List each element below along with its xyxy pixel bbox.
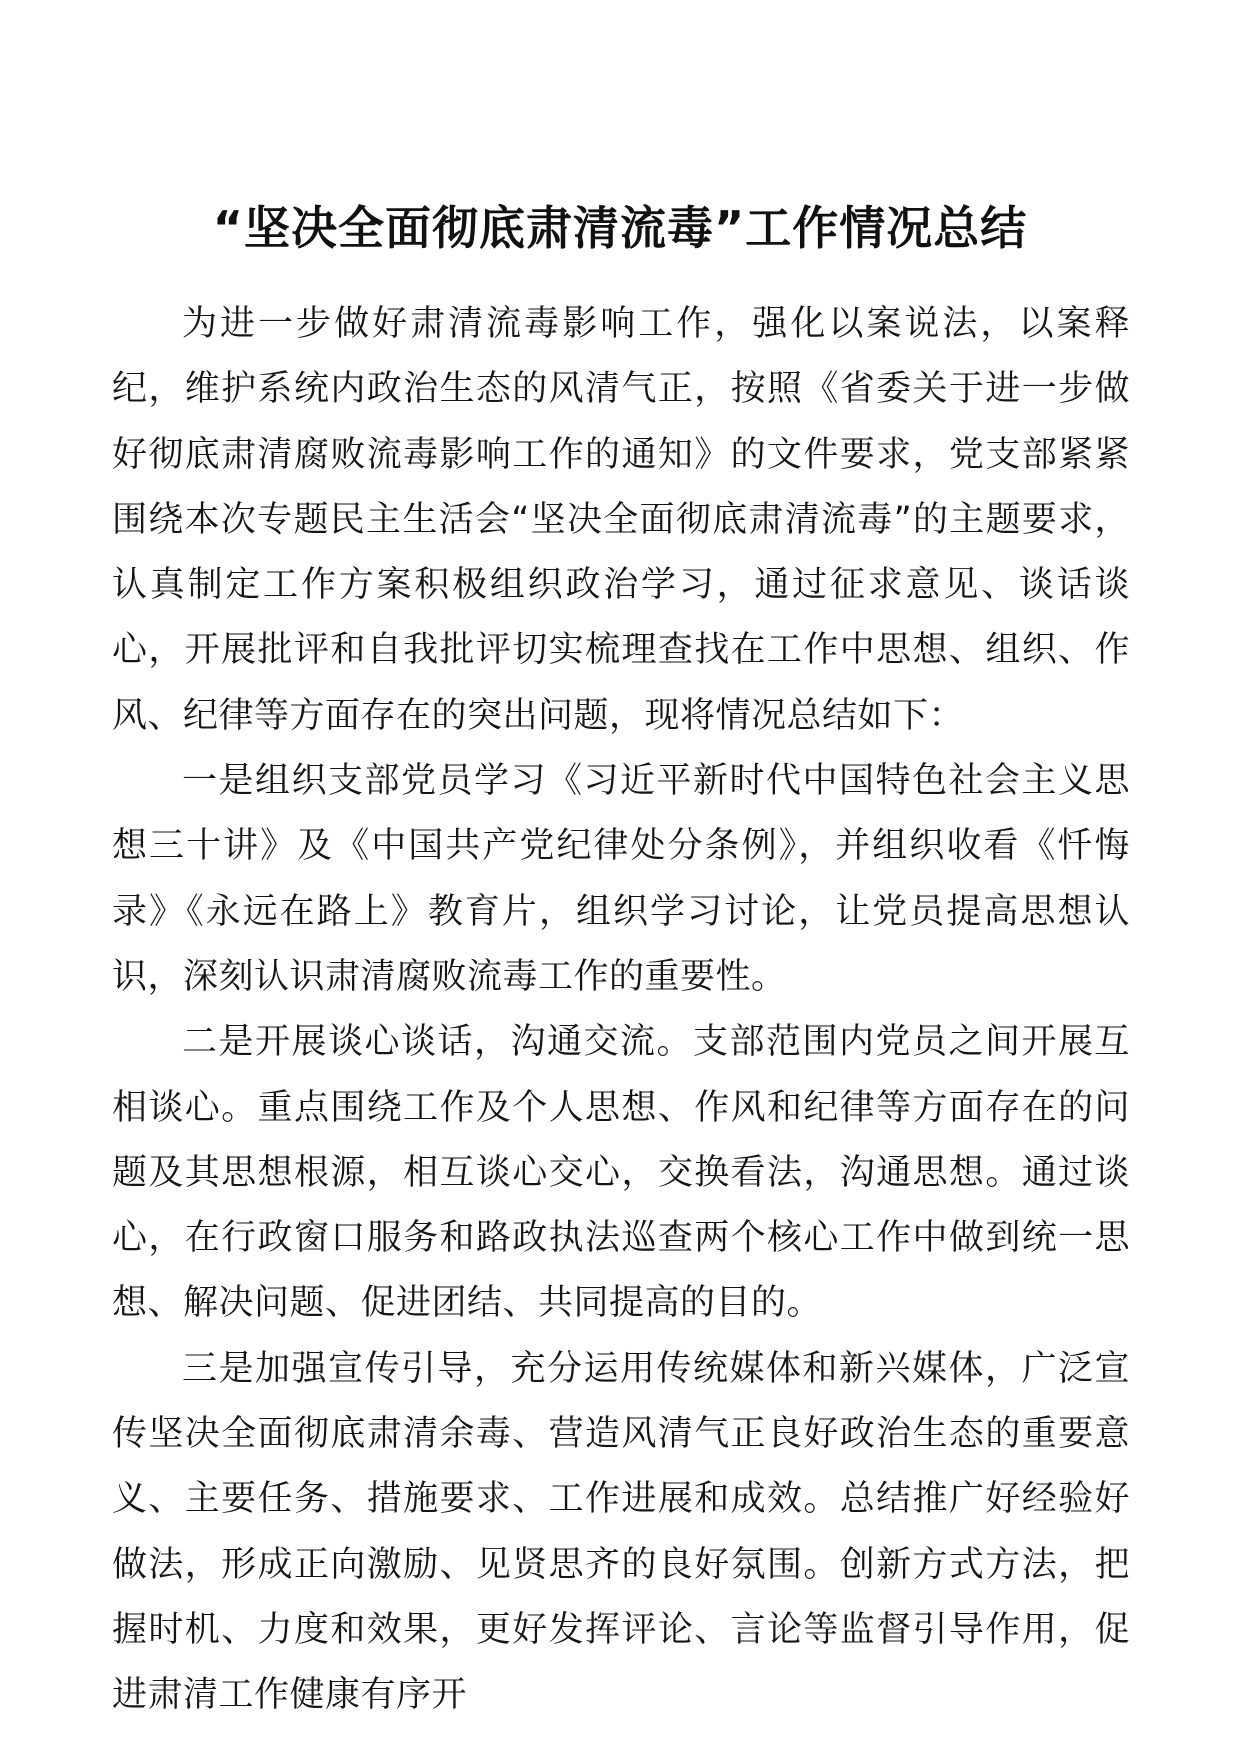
paragraph-talks: 二是开展谈心谈话，沟通交流。支部范围内党员之间开展互相谈心。重点围绕工作及个人思想、作风和纪律等方面存在的问题及其思想根源，相互谈心交心，交换看法，沟通思想。通过谈心，在行政窗口服务和路政执法巡查两个核心工作中做到统一思想、解决问题、促进团结、共同提高的目的。 — [112, 1022, 1130, 1324]
paragraph-publicity: 三是加强宣传引导，充分运用传统媒体和新兴媒体，广泛宣传坚决全面彻底肃清余毒、营造风清气正良好政治生态的重要意义、主要任务、措施要求、工作进展和成效。总结推广好经验好做法，形成正向激励、见贤思齐的良好氛围。创新方式方法，把握时机、力度和效果，更好发挥评论、言论等监督引导作用，促进肃清工作健康有序开 — [112, 1348, 1130, 1716]
document-title: “坚决全面彻底肃清流毒”工作情况总结 — [212, 201, 1028, 255]
paragraph-study: 一是组织支部党员学习《习近平新时代中国特色社会主义思想三十讲》及《中国共产党纪律处分条例》，并组织收看《忏悔录》《永远在路上》教育片，组织学习讨论，让党员提高思想认识，深刻认识肃清腐败流毒工作的重要性。 — [112, 761, 1130, 997]
document-body — [112, 292, 1130, 1729]
paragraph-intro: 为进一步做好肃清流毒影响工作，强化以案说法，以案释纪，维护系统内政治生态的风清气正，按照《省委关于进一步做好彻底肃清腐败流毒影响工作的通知》的文件要求，党支部紧紧围绕本次专题民主生活会“坚决全面彻底肃清流毒”的主题要求，认真制定工作方案积极组织政治学习，通过征求意见、谈话谈心，开展批评和自我批评切实梳理查找在工作中思想、组织、作风、纪律等方面存在的突出问题，现将情况总结如下： — [112, 304, 1130, 736]
